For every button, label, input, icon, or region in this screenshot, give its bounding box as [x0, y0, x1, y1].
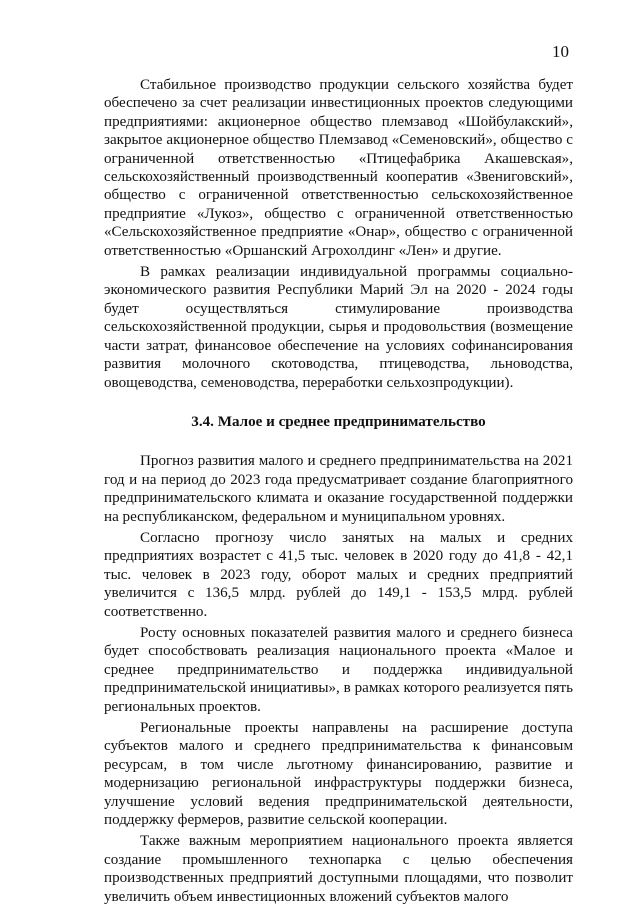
- paragraph-sme-forecast: Прогноз развития малого и среднего предпринимательства на 2021 год и на период до 2023 года предусматривает создание благоприятного предпринимательского климата и оказание государственной поддержки на республиканском, федеральном и муниципальном уровнях.: [104, 453, 573, 525]
- paragraph-national-project: Росту основных показателей развития малого и среднего бизнеса будет способствовать реализация национального проекта «Малое и среднее предпринимательство и поддержка индивидуальной предпринимательской инициативы», в рамках которого реализуется пять региональных проектов.: [104, 624, 573, 715]
- paragraph-technopark: Также важным мероприятием национального проекта является создание промышленного технопарка с целью обеспечения производственных предприятий доступными площадями, что позволит увеличить объем инвестиционных вложений субъектов малого: [104, 833, 573, 905]
- paragraph-regional-projects: Региональные проекты направлены на расширение доступа субъектов малого и среднего предпринимательства к финансовым ресурсам, в том числе льготному финансированию, развитие и модернизацию региональной инфраструктуры поддержки бизнеса, улучшение условий ведения предпринимательской деятельности, поддержку фермеров, развитие сельской кооперации.: [104, 720, 573, 829]
- page-number: 10: [552, 42, 569, 61]
- document-body: [104, 76, 573, 906]
- paragraph-agricultural-investment-projects: Стабильное производство продукции сельского хозяйства будет обеспечено за счет реализации инвестиционных проектов следующими предприятиями: акционерное общество племзавод «Шойбулакский», закрытое акционерное общество Племзавод «Семеновский», общество с ограниченной ответственностью «Птицефабрика Акашевская», сельскохозяйственный производственный кооператив «Звениговский», общество с ограниченной ответственностью сельскохозяйственное предприятие «Лукоз», общество с ограниченной ответственностью «Сельскохозяйственное предприятие «Онар», общество с ограниченной ответственностью «Оршанский Агрохолдинг «Лен» и другие.: [104, 77, 573, 259]
- section-heading: 3.4. Малое и среднее предпринимательство: [191, 413, 486, 430]
- paragraph-sme-employment: Согласно прогнозу число занятых на малых и средних предприятиях возрастет с 41,5 тыс. человек в 2020 году до 41,8 - 42,1 тыс. человек в 2023 году, оборот малых и средних предприятий увеличится с 136,5 млрд. рублей до 149,1 - 153,5 млрд. рублей соответственно.: [104, 529, 573, 620]
- paragraph-individual-program: В рамках реализации индивидуальной программы социально-экономического развития Республики Марий Эл на 2020 - 2024 годы будет осуществляться стимулирование производства сельскохозяйственной продукции, сырья и продовольствия (возмещение части затрат, финансовое обеспечение на условиях софинансирования развития молочного скотоводства, птицеводства, льноводства, овощеводства, семеноводства, переработки сельхозпродукции).: [104, 264, 573, 391]
